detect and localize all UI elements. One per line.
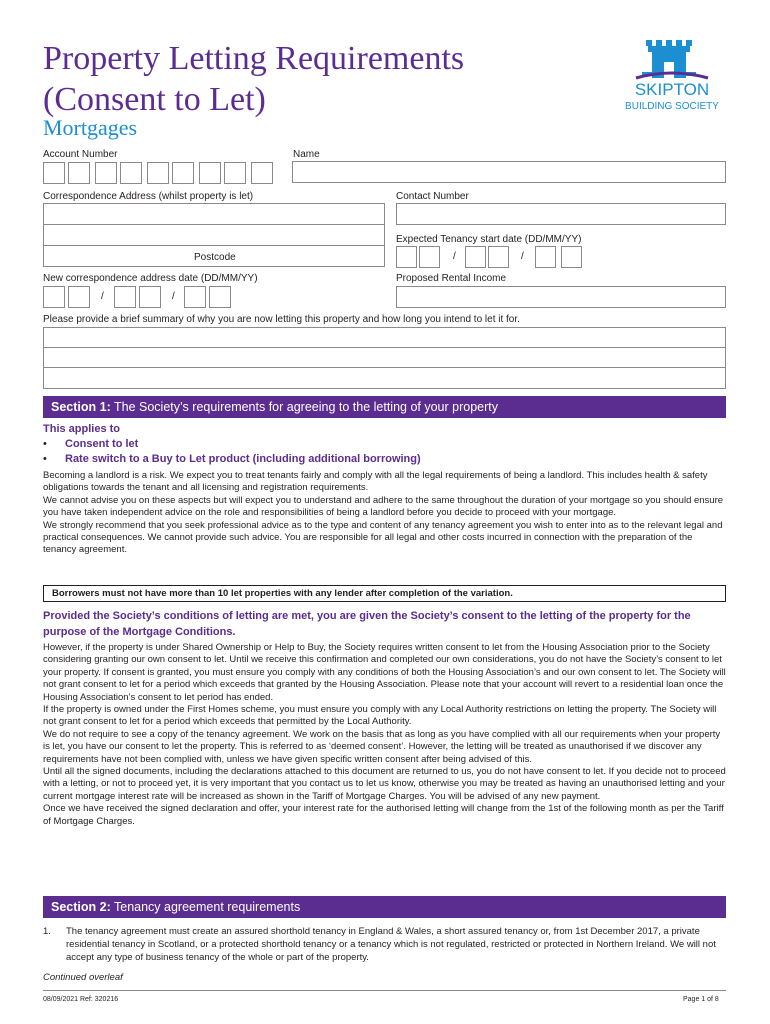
consent-body [43, 642, 726, 828]
requirement-number: 1. [43, 926, 51, 937]
paragraph: We strongly recommend that you seek professional advice as to the type and content of any tenancy agreement you wish to enter into as to the relevant legal and practical consequences. We cannot provide such advice. You are responsible for all legal and other costs incurred in connection with the preparation of the tenancy agreement. [43, 519, 723, 556]
date-digit[interactable] [43, 286, 65, 308]
date-digit[interactable] [139, 286, 161, 308]
account-number-label: Account Number [43, 149, 118, 160]
account-digit[interactable] [251, 162, 273, 184]
paragraph: We cannot advise you on these aspects but will expect you to understand and adhere to the same throughout the duration of your mortgage so you should ensure you have taken independent advice on the role and responsibilities of being a landlord before you decide to proceed with your mortgage. [43, 494, 724, 519]
date-digit[interactable] [488, 246, 509, 268]
date-digit[interactable] [561, 246, 582, 268]
date-digit[interactable] [184, 286, 206, 308]
date-digit[interactable] [68, 286, 90, 308]
paragraph: Becoming a landlord is a risk. We expect you to treat tenants fairly and comply with all the legal requirements of being a landlord. This includes health & safety obligations towards the tenant and all licensing and registration requirements. [43, 470, 708, 494]
summary-line[interactable] [43, 347, 726, 369]
logo-subtext: BUILDING SOCIETY [625, 101, 719, 112]
applies-item [43, 452, 421, 467]
summary-field[interactable] [43, 327, 726, 389]
section-2-header [43, 896, 726, 918]
date-digit[interactable] [465, 246, 486, 268]
paragraph: We do not require to see a copy of the tenancy agreement. We work on the basis that as long as you have complied with all our requirements when your property is let, you have our consent to let the property. This is referred to as ‘deemed consent’. However, the letting will be treated as unauthorised if we discover any requirements have not been complied with, unless we have given specific written consent after being advised of this. [43, 728, 721, 765]
summary-line[interactable] [43, 367, 726, 389]
castle-icon [618, 38, 726, 114]
summary-label: Please provide a brief summary of why you are now letting this property and how long you intend to let it for. [43, 314, 520, 325]
date-digit[interactable] [535, 246, 556, 268]
continued-overleaf: Continued overleaf [43, 972, 123, 983]
title-line-2: (Consent to Let) [43, 81, 266, 118]
date-separator: / [453, 251, 456, 262]
correspondence-address-label: Correspondence Address (whilst property is let) [43, 191, 254, 202]
bullet: • [43, 453, 47, 465]
contact-number-field[interactable] [396, 203, 726, 225]
rental-income-field[interactable] [396, 286, 726, 308]
paragraph: However, if the property is under Shared Ownership or Help to Buy, the Society requires written consent to let from the Housing Association prior to the Society considering granting our own consent to let. Until we receive this confirmation and completed our own considerations, you do not have the Society’s consent to let your property. If consent is granted, you must ensure you comply with any conditions of both the Housing Association’s and our own consent to let. The Society will not grant consent to let for a period which exceeds that granted by the Housing Association. Please note that your account will revert to a residential loan once the Housing Association’s consent to let period has ended. [43, 642, 726, 703]
page-number: Page 1 of 8 [683, 996, 719, 1003]
requirement-text: The tenancy agreement must create an assured shorthold tenancy in England & Wales, a short assured tenancy or, from 1st December 2017, a private residential tenancy in Scotland, or a protected shorthold tenancy or a tenancy which is not regulated, restricted or protected in Northern Ireland. We will not accept any type of business tenancy of the whole or part of the property. [66, 926, 716, 963]
postcode-label: Postcode [194, 252, 236, 263]
section-1-body [43, 470, 726, 557]
section-1-number: Section 1: [51, 400, 111, 414]
paragraph: Until all the signed documents, including the declarations attached to this document are returned to us, you do not have consent to let. If you decide not to proceed with a letting, or not to proceed yet, it is very important that you contact us to let us know, otherwise you may be treated as having an unauthorised letting and your current mortgage interest rate will be increased as shown in the Tariff of Mortgage Charges. You will be advised of any new payment. [43, 766, 726, 802]
account-digit[interactable] [95, 162, 117, 184]
contact-number-label: Contact Number [396, 191, 469, 202]
footer-divider [43, 990, 726, 991]
account-digit[interactable] [147, 162, 169, 184]
account-digit[interactable] [199, 162, 221, 184]
account-digit[interactable] [68, 162, 90, 184]
new-address-date-label: New correspondence address date (DD/MM/YY) [43, 273, 258, 284]
address-line[interactable] [43, 203, 385, 225]
date-separator: / [172, 291, 175, 302]
rental-income-label: Proposed Rental Income [396, 273, 507, 284]
bullet: • [43, 438, 47, 450]
address-line[interactable] [43, 224, 385, 246]
paragraph: If the property is owned under the First Homes scheme, you must ensure you comply with any Local Authority restrictions on letting the property. The Society will not grant consent to let for a period which exceeds that permitted by the Local Authority. [43, 704, 717, 728]
name-field[interactable] [292, 161, 726, 183]
date-digit[interactable] [396, 246, 417, 268]
summary-line[interactable] [43, 327, 726, 349]
applies-heading: This applies to [43, 423, 121, 435]
applies-item [43, 437, 421, 452]
page-title [43, 38, 603, 120]
section-1-title: The Society’s requirements for agreeing to the letting of your property [114, 400, 499, 414]
date-separator: / [521, 251, 524, 262]
applies-item-text: Consent to let [65, 438, 139, 450]
date-digit[interactable] [114, 286, 136, 308]
section-1-header [43, 396, 726, 418]
lending-limit-notice: Borrowers must not have more than 10 let properties with any lender after completion of the variation. [43, 585, 726, 602]
section-2-title: Tenancy agreement requirements [114, 900, 301, 914]
page-subtitle: Mortgages [43, 115, 138, 140]
paragraph: Once we have received the signed declaration and offer, your interest rate for the authorised letting will change from the 1st of the following month as per the Tariff of Mortgage Charges. [43, 803, 724, 827]
account-digit[interactable] [43, 162, 65, 184]
skipton-logo [618, 38, 726, 114]
title-line-1: Property Letting Requirements [43, 40, 465, 77]
tenancy-start-label: Expected Tenancy start date (DD/MM/YY) [396, 234, 582, 245]
account-digit[interactable] [172, 162, 194, 184]
account-digit[interactable] [120, 162, 142, 184]
requirement-item [43, 925, 726, 964]
logo-name: SKIPTON [634, 80, 710, 99]
applies-item-text: Rate switch to a Buy to Let product (including additional borrowing) [65, 453, 421, 465]
account-digit[interactable] [224, 162, 246, 184]
date-separator: / [101, 291, 104, 302]
footer-reference: 08/09/2021 Ref: 320216 [43, 996, 119, 1003]
applies-to-block [43, 422, 421, 467]
section-2-number: Section 2: [51, 900, 111, 914]
date-digit[interactable] [209, 286, 231, 308]
name-label: Name [293, 149, 320, 160]
date-digit[interactable] [419, 246, 440, 268]
consent-heading: Provided the Society’s conditions of letting are met, you are given the Society’s consent to the letting of the property for the purpose of the Mortgage Conditions. [43, 610, 691, 638]
